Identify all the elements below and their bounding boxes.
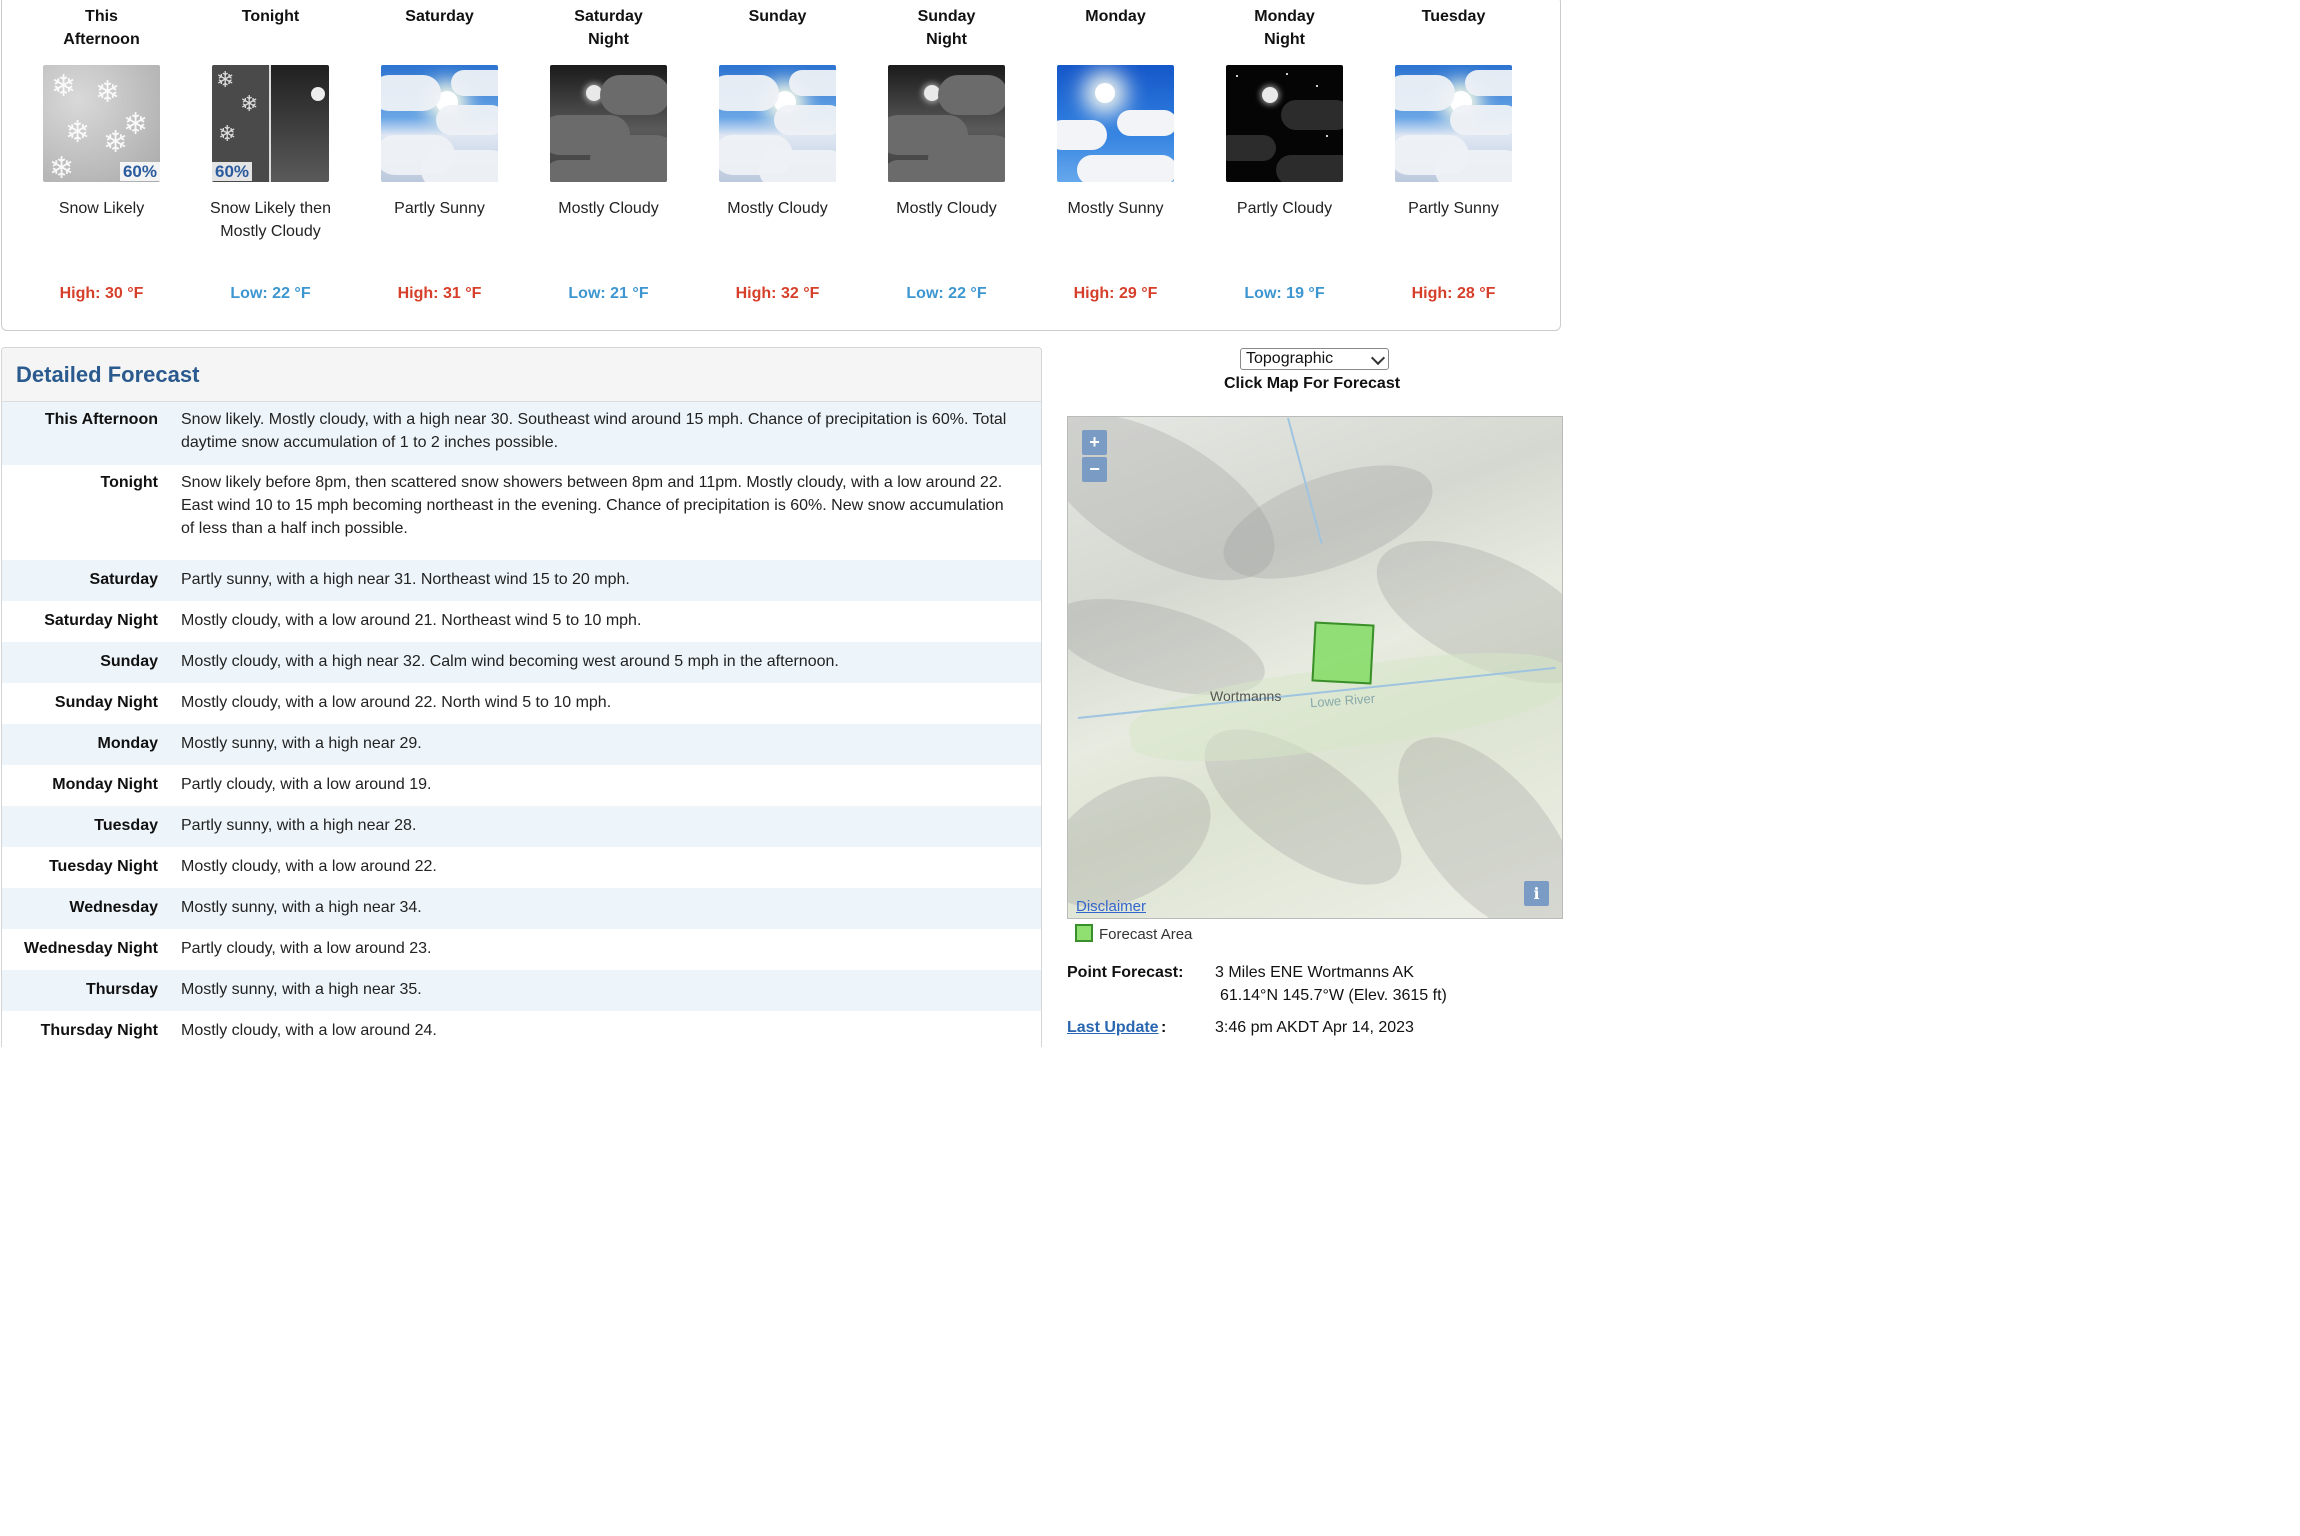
forecast-period[interactable]: [862, 0, 1031, 302]
cloud-shape: [1450, 105, 1512, 135]
forecast-row-text: Mostly sunny, with a high near 29.: [181, 735, 422, 752]
forecast-row: [2, 970, 1042, 1011]
last-update-link[interactable]: Last Update: [1067, 1019, 1159, 1036]
click-map-hint: Click Map For Forecast: [1224, 375, 1401, 392]
cloud-shape: [1077, 155, 1174, 182]
precip-chance: 60%: [120, 162, 160, 181]
forecast-row: [2, 847, 1042, 888]
info-icon[interactable]: i: [1524, 881, 1549, 906]
snowflake-icon: ❄: [95, 76, 121, 109]
forecast-row-text: Mostly cloudy, with a high near 32. Calm wind becoming west around 5 mph in the afternoon.: [181, 653, 839, 670]
temperature: High: 30 °F: [59, 285, 144, 302]
sun-icon: [1095, 83, 1115, 103]
forecast-row-text: Partly cloudy, with a low around 19.: [181, 776, 432, 793]
partly-sunny-icon: [381, 65, 498, 182]
cloud-shape: [1465, 70, 1512, 96]
snowflake-icon: ❄: [216, 67, 235, 92]
cloudy-night-half: [271, 65, 329, 182]
forecast-row-label: Sunday Night: [54, 694, 158, 711]
snowflake-icon: ❄: [49, 152, 75, 182]
forecast-area-swatch: [1075, 924, 1093, 942]
mostly-cloudy-night-icon: [550, 65, 667, 182]
zoom-out-button[interactable]: −: [1082, 457, 1107, 482]
icon-divider: [269, 65, 271, 182]
forecast-period[interactable]: [1200, 0, 1369, 302]
forecast-row: [2, 601, 1042, 642]
forecast-row: [2, 806, 1042, 847]
forecast-row: [2, 929, 1042, 970]
snow-then-cloudy-night-icon: [212, 65, 329, 182]
mostly-sunny-icon: [1057, 65, 1174, 182]
forecast-row-text: Mostly cloudy, with a low around 24.: [181, 1022, 437, 1039]
forecast-row-label: Sunday: [100, 653, 158, 670]
forecast-period[interactable]: [355, 0, 524, 302]
forecast-row: [2, 765, 1042, 806]
forecast-row: [2, 724, 1042, 765]
last-update-value: 3:46 pm AKDT Apr 14, 2023: [1215, 1019, 1414, 1036]
forecast-map[interactable]: [1067, 416, 1563, 919]
forecast-row: [2, 465, 1042, 560]
point-forecast-coords: 61.14°N 145.7°W (Elev. 3615 ft): [1220, 987, 1447, 1004]
point-forecast-location: 3 Miles ENE Wortmanns AK: [1215, 964, 1414, 981]
partly-cloudy-night-icon: [1226, 65, 1343, 182]
point-forecast-label: Point Forecast:: [1067, 964, 1184, 981]
star-icon: [1236, 75, 1238, 77]
detailed-forecast-panel: [1, 347, 1042, 1047]
temperature: High: 32 °F: [735, 285, 820, 302]
partly-sunny-icon: [719, 65, 836, 182]
cloud-shape: [600, 75, 667, 115]
cloud-shape: [1226, 135, 1276, 161]
forecast-period[interactable]: [1369, 0, 1538, 302]
forecast-row-text: Mostly sunny, with a high near 35.: [181, 981, 422, 998]
last-update-colon: :: [1161, 1019, 1167, 1036]
short-description: Mostly Cloudy: [896, 200, 997, 217]
cloud-shape: [1281, 100, 1343, 130]
snowflake-icon: ❄: [240, 91, 259, 116]
period-name: Sunday: [748, 8, 807, 25]
seven-day-forecast: [1, 0, 1561, 331]
forecast-row-text: Partly cloudy, with a low around 23.: [181, 940, 432, 957]
cloud-shape: [1435, 150, 1512, 182]
snowflake-icon: ❄: [65, 116, 91, 149]
forecast-row-text: Mostly cloudy, with a low around 22. North wind 5 to 10 mph.: [181, 694, 612, 711]
temperature: High: 28 °F: [1411, 285, 1496, 302]
temperature: Low: 22 °F: [906, 285, 987, 302]
map-layer-select[interactable]: [1240, 348, 1389, 370]
forecast-row-label: Tuesday Night: [48, 858, 158, 875]
forecast-row: [2, 888, 1042, 929]
forecast-row-label: Wednesday Night: [24, 940, 158, 957]
forecast-row: [2, 683, 1042, 724]
forecast-period[interactable]: [1031, 0, 1200, 302]
forecast-row-label: Thursday: [85, 981, 158, 998]
precip-chance: 60%: [212, 162, 252, 181]
period-name: Saturday: [405, 8, 474, 25]
moon-icon: [311, 87, 325, 101]
forecast-row-label: This Afternoon: [44, 411, 158, 428]
forecast-row: [2, 642, 1042, 683]
detailed-forecast-header: [2, 348, 1041, 402]
snowflake-icon: ❄: [51, 70, 77, 103]
period-name: This Afternoon: [63, 8, 140, 48]
temperature: High: 29 °F: [1073, 285, 1158, 302]
moon-icon: [1262, 87, 1278, 103]
partly-sunny-icon: [1395, 65, 1512, 182]
short-description: Mostly Sunny: [1067, 200, 1164, 217]
forecast-row-label: Saturday Night: [44, 612, 158, 629]
short-description: Mostly Cloudy: [558, 200, 659, 217]
short-description: Partly Sunny: [1408, 200, 1499, 217]
star-icon: [1316, 85, 1318, 87]
snowflake-icon: ❄: [123, 108, 149, 141]
forecast-row-label: Saturday: [89, 571, 158, 588]
temperature: High: 31 °F: [397, 285, 482, 302]
forecast-row-label: Tonight: [100, 474, 158, 491]
place-label: Wortmanns: [1210, 688, 1282, 704]
cloud-shape: [888, 160, 953, 182]
cloud-shape: [436, 105, 498, 135]
short-description: Partly Sunny: [394, 200, 485, 217]
period-name: Sunday Night: [917, 8, 976, 48]
forecast-row-label: Thursday Night: [40, 1022, 158, 1039]
forecast-row-text: Snow likely before 8pm, then scattered snow showers between 8pm and 11pm. Mostly cloudy, with a low around 22. East wind 10 to 15 mph becoming northeast in the evening. Chance of precipitation is 60%. New snow accumulation of less than a half inch possible.: [181, 474, 1004, 537]
cloud-shape: [1395, 75, 1455, 111]
star-icon: [1326, 135, 1328, 137]
map-legend: [1075, 924, 1192, 943]
period-name: Monday Night: [1254, 8, 1315, 48]
cloud-shape: [774, 105, 836, 135]
zoom-in-button[interactable]: +: [1082, 430, 1107, 455]
cloud-shape: [938, 75, 1005, 115]
legend-label: Forecast Area: [1099, 926, 1193, 943]
forecast-row-text: Partly sunny, with a high near 31. Northeast wind 15 to 20 mph.: [181, 571, 630, 588]
cloud-shape: [759, 150, 836, 182]
short-description: Partly Cloudy: [1236, 200, 1333, 217]
cloud-shape: [451, 70, 498, 96]
forecast-period[interactable]: [186, 0, 355, 302]
cloud-shape: [719, 75, 779, 111]
period-name: Tuesday: [1421, 8, 1486, 25]
short-description: Snow Likely then Mostly Cloudy: [210, 200, 331, 240]
forecast-period[interactable]: [524, 0, 693, 302]
mostly-cloudy-night-icon: [888, 65, 1005, 182]
forecast-row-label: Monday Night: [52, 776, 158, 793]
forecast-row-label: Monday: [97, 735, 158, 752]
river-label: Lowe River: [1309, 690, 1376, 711]
cloud-shape: [1117, 110, 1174, 136]
cloud-shape: [381, 75, 441, 111]
cloud-shape: [1057, 120, 1107, 150]
forecast-row: [2, 560, 1042, 601]
forecast-row-text: Mostly sunny, with a high near 34.: [181, 899, 422, 916]
temperature: Low: 19 °F: [1244, 285, 1325, 302]
star-icon: [1286, 73, 1288, 75]
snowflake-icon: ❄: [103, 126, 129, 159]
cloud-shape: [1276, 155, 1343, 182]
cloud-shape: [550, 160, 615, 182]
forecast-period[interactable]: [17, 0, 186, 302]
forecast-row-label: Tuesday: [94, 817, 158, 834]
forecast-row: [2, 402, 1042, 465]
snow-icon: [43, 65, 160, 182]
short-description: Mostly Cloudy: [727, 200, 828, 217]
period-name: Monday: [1085, 8, 1146, 25]
forecast-row-text: Mostly cloudy, with a low around 22.: [181, 858, 437, 875]
disclaimer-link[interactable]: Disclaimer: [1076, 898, 1147, 915]
temperature: Low: 22 °F: [230, 285, 311, 302]
detailed-forecast-title: Detailed Forecast: [16, 362, 200, 387]
short-description: Snow Likely: [58, 200, 145, 217]
forecast-row-text: Snow likely. Mostly cloudy, with a high near 30. Southeast wind around 15 mph. Chance of precipitation is 60%. Total daytime snow accumulation of 1 to 2 inches possible.: [181, 411, 1007, 451]
snowflake-icon: ❄: [218, 121, 237, 146]
period-name: Saturday Night: [574, 8, 643, 48]
forecast-period[interactable]: [693, 0, 862, 302]
forecast-row: [2, 1011, 1042, 1047]
period-name: Tonight: [241, 8, 300, 25]
temperature: Low: 21 °F: [568, 285, 649, 302]
cloud-shape: [789, 70, 836, 96]
cloud-shape: [421, 150, 498, 182]
chevron-down-icon: [1371, 351, 1385, 365]
forecast-area-polygon[interactable]: [1311, 621, 1374, 684]
map-layer-selected: Topographic: [1246, 350, 1334, 367]
forecast-row-text: Mostly cloudy, with a low around 21. Northeast wind 5 to 10 mph.: [181, 612, 642, 629]
forecast-row-label: Wednesday: [69, 899, 158, 916]
forecast-row-text: Partly sunny, with a high near 28.: [181, 817, 417, 834]
